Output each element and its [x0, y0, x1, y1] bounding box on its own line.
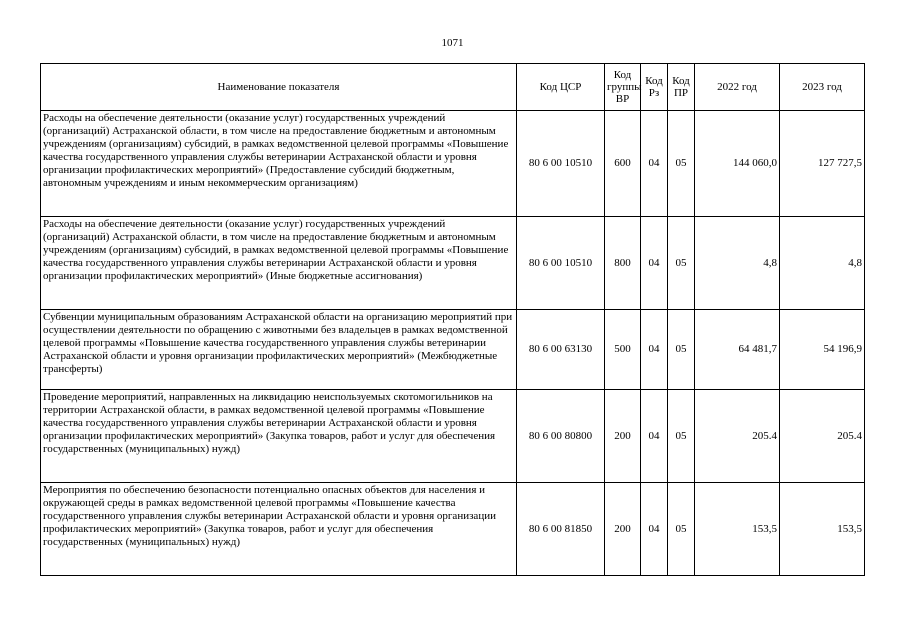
row-rz-code: 04 — [641, 483, 668, 576]
row-csr-code: 80 6 00 10510 — [517, 217, 605, 310]
row-csr-code: 80 6 00 63130 — [517, 310, 605, 390]
table-row — [41, 483, 865, 576]
row-pr-code: 05 — [668, 217, 695, 310]
header-csr-code: Код ЦСР — [517, 64, 605, 111]
row-vr-code: 200 — [605, 483, 641, 576]
row-value-2023: 153,5 — [780, 483, 865, 576]
row-csr-code: 80 6 00 81850 — [517, 483, 605, 576]
row-name: Проведение мероприятий, направленных на ликвидацию неиспользуемых скотомогильников на территории Астраханской области, в рамках ведомственной целевой программы «Повышение качества государственного управления службы ветеринарии Астраханской области и уровня организации профилактических мероприятий» (Закупка товаров, работ и услуг для обеспечения государственных (муниципальных) нужд) — [41, 390, 517, 483]
row-value-2023: 205.4 — [780, 390, 865, 483]
row-name: Расходы на обеспечение деятельности (оказание услуг) государственных учреждений (организаций) Астраханской области, в том числе на предоставление бюджетным и автономным учреждениям (организациям) субсидий, в рамках ведомственной целевой программы «Повышение качества государственного управления службы ветеринарии Астраханской области и уровня организации профилактических мероприятий» (Предоставление субсидий бюджетным, автономным учреждениям и иным некоммерческим организациям) — [41, 111, 517, 217]
header-pr-code: Код ПР — [668, 64, 695, 111]
row-value-2022: 205.4 — [695, 390, 780, 483]
row-value-2023: 54 196,9 — [780, 310, 865, 390]
row-value-2022: 153,5 — [695, 483, 780, 576]
row-vr-code: 500 — [605, 310, 641, 390]
row-value-2022: 4,8 — [695, 217, 780, 310]
row-vr-code: 600 — [605, 111, 641, 217]
table-row — [41, 310, 865, 390]
row-name: Субвенции муниципальным образованиям Астраханской области на организацию мероприятий при осуществлении деятельности по обращению с животными без владельцев в рамках ведомственной целевой программы «Повышение качества государственного управления службы ветеринарии Астраханской области и уровня организации профилактических мероприятий» (Межбюджетные трансферты) — [41, 310, 517, 390]
header-year-2022: 2022 год — [695, 64, 780, 111]
header-vr-code: Код группы ВР — [605, 64, 641, 111]
row-csr-code: 80 6 00 10510 — [517, 111, 605, 217]
row-pr-code: 05 — [668, 483, 695, 576]
table-row — [41, 111, 865, 217]
budget-table — [40, 63, 865, 576]
row-vr-code: 200 — [605, 390, 641, 483]
table-header-row — [41, 64, 865, 111]
table-row — [41, 390, 865, 483]
row-rz-code: 04 — [641, 217, 668, 310]
row-pr-code: 05 — [668, 111, 695, 217]
row-value-2023: 127 727,5 — [780, 111, 865, 217]
row-pr-code: 05 — [668, 390, 695, 483]
row-value-2022: 144 060,0 — [695, 111, 780, 217]
row-csr-code: 80 6 00 80800 — [517, 390, 605, 483]
row-name: Мероприятия по обеспечению безопасности потенциально опасных объектов для населения и окружающей среды в рамках ведомственной целевой программы «Повышение качества государственного управления службы ветеринарии Астраханской области и уровня организации профилактических мероприятий» (Закупка товаров, работ и услуг для обеспечения государственных (муниципальных) нужд) — [41, 483, 517, 576]
row-rz-code: 04 — [641, 310, 668, 390]
page-number: 1071 — [441, 37, 464, 49]
header-rz-code: Код Рз — [641, 64, 668, 111]
row-rz-code: 04 — [641, 390, 668, 483]
row-value-2023: 4,8 — [780, 217, 865, 310]
row-pr-code: 05 — [668, 310, 695, 390]
header-year-2023: 2023 год — [780, 64, 865, 111]
row-name: Расходы на обеспечение деятельности (оказание услуг) государственных учреждений (организаций) Астраханской области, в том числе на предоставление бюджетным и автономным учреждениям (организациям) субсидий, в рамках ведомственной целевой программы «Повышение качества государственного управления службы ветеринарии Астраханской области и уровня организации профилактических мероприятий» (Иные бюджетные ассигнования) — [41, 217, 517, 310]
row-value-2022: 64 481,7 — [695, 310, 780, 390]
header-name: Наименование показателя — [41, 64, 517, 111]
table-row — [41, 217, 865, 310]
row-rz-code: 04 — [641, 111, 668, 217]
row-vr-code: 800 — [605, 217, 641, 310]
